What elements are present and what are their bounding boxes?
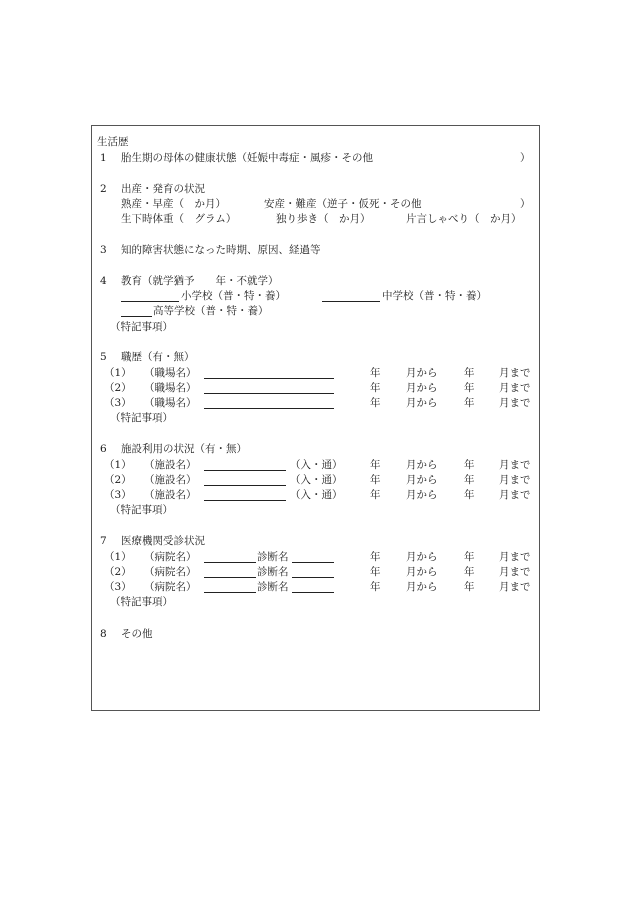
hospital-label: （病院名） <box>144 566 197 578</box>
facility-row-number: （1） <box>104 459 132 471</box>
facility-label: （施設名） <box>144 459 197 471</box>
end-month: 月まで <box>499 397 531 409</box>
workplace-label: （職場名） <box>144 397 197 409</box>
facility-label: （施設名） <box>144 474 197 486</box>
section-2-number: 2 <box>100 183 107 195</box>
first-words-field: 片言しゃべり（ か月） <box>406 213 522 225</box>
start-year: 年 <box>370 489 381 501</box>
section-6-note: （特記事項） <box>110 504 173 516</box>
delivery-close-paren: ） <box>520 198 531 210</box>
start-year: 年 <box>370 367 381 379</box>
section-6-label: 施設利用の状況（有・無） <box>121 443 247 455</box>
start-month: 月から <box>406 397 438 409</box>
end-year: 年 <box>464 459 475 471</box>
end-month: 月まで <box>499 382 531 394</box>
section-3-label: 知的障害状態になった時期、原因、経過等 <box>121 244 321 256</box>
end-year: 年 <box>464 489 475 501</box>
section-4-number: 4 <box>100 275 107 287</box>
start-year: 年 <box>370 474 381 486</box>
start-year: 年 <box>370 459 381 471</box>
start-year: 年 <box>370 581 381 593</box>
residential-or-day-field: （入・通） <box>290 459 343 471</box>
hospital-label: （病院名） <box>144 551 197 563</box>
hospital-line <box>204 592 256 593</box>
high-school-line <box>121 316 152 317</box>
start-year: 年 <box>370 397 381 409</box>
hospital-label: （病院名） <box>144 581 197 593</box>
junior-high-line <box>322 301 380 302</box>
end-month: 月まで <box>499 367 531 379</box>
workplace-line <box>204 393 334 394</box>
facility-row-number: （3） <box>104 489 132 501</box>
start-month: 月から <box>406 551 438 563</box>
end-year: 年 <box>464 474 475 486</box>
life-history-form <box>91 125 540 711</box>
diagnosis-label: 診断名 <box>257 551 289 563</box>
start-year: 年 <box>370 551 381 563</box>
start-month: 月から <box>406 382 438 394</box>
high-school-label: 高等学校（普・特・養） <box>153 305 269 317</box>
section-8-number: 8 <box>100 628 107 640</box>
section-4-label: 教育（就学猶予 年・不就学） <box>121 275 279 287</box>
start-month: 月から <box>406 489 438 501</box>
start-month: 月から <box>406 459 438 471</box>
end-year: 年 <box>464 397 475 409</box>
facility-row-number: （2） <box>104 474 132 486</box>
section-6-number: 6 <box>100 443 107 455</box>
section-1-close-paren: ） <box>520 152 531 164</box>
section-5-note: （特記事項） <box>110 412 173 424</box>
end-year: 年 <box>464 382 475 394</box>
employment-row-number: （3） <box>104 397 132 409</box>
end-year: 年 <box>464 566 475 578</box>
facility-line <box>204 470 286 471</box>
employment-row-number: （1） <box>104 367 132 379</box>
birth-weight-field: 生下時体重（ グラム） <box>121 213 237 225</box>
facility-line <box>204 500 286 501</box>
section-1-label: 胎生期の母体の健康状態（妊娠中毒症・風疹・その他 <box>121 152 373 164</box>
start-year: 年 <box>370 382 381 394</box>
workplace-line <box>204 378 334 379</box>
residential-or-day-field: （入・通） <box>290 489 343 501</box>
end-month: 月まで <box>499 566 531 578</box>
section-2-label: 出産・発育の状況 <box>121 183 205 195</box>
section-3-number: 3 <box>100 244 107 256</box>
start-year: 年 <box>370 566 381 578</box>
hospital-row-number: （2） <box>104 566 132 578</box>
section-4-note: （特記事項） <box>110 321 173 333</box>
workplace-label: （職場名） <box>144 367 197 379</box>
end-month: 月まで <box>499 581 531 593</box>
start-month: 月から <box>406 566 438 578</box>
diagnosis-label: 診断名 <box>257 566 289 578</box>
elementary-school-label: 小学校（普・特・養） <box>181 290 286 302</box>
start-month: 月から <box>406 581 438 593</box>
end-month: 月まで <box>499 474 531 486</box>
hospital-row-number: （3） <box>104 581 132 593</box>
end-year: 年 <box>464 551 475 563</box>
section-7-number: 7 <box>100 535 107 547</box>
elementary-school-line <box>121 301 179 302</box>
hospital-line <box>204 577 256 578</box>
end-month: 月まで <box>499 551 531 563</box>
end-month: 月まで <box>499 459 531 471</box>
residential-or-day-field: （入・通） <box>290 474 343 486</box>
section-5-number: 5 <box>100 351 107 363</box>
diagnosis-label: 診断名 <box>257 581 289 593</box>
end-year: 年 <box>464 367 475 379</box>
start-month: 月から <box>406 474 438 486</box>
employment-row-number: （2） <box>104 382 132 394</box>
form-title: 生活歴 <box>97 136 129 148</box>
junior-high-label: 中学校（普・特・養） <box>382 290 487 302</box>
workplace-line <box>204 408 334 409</box>
walking-age-field: 独り歩き（ か月） <box>276 213 371 225</box>
diagnosis-line <box>292 577 334 578</box>
diagnosis-line <box>292 592 334 593</box>
start-month: 月から <box>406 367 438 379</box>
section-7-note: （特記事項） <box>110 596 173 608</box>
facility-label: （施設名） <box>144 489 197 501</box>
end-month: 月まで <box>499 489 531 501</box>
section-1-number: 1 <box>100 152 107 164</box>
facility-line <box>204 485 286 486</box>
diagnosis-line <box>292 562 334 563</box>
delivery-type-field: 安産・難産（逆子・仮死・その他 <box>264 198 422 210</box>
term-birth-field: 熟産・早産（ か月） <box>121 198 226 210</box>
hospital-row-number: （1） <box>104 551 132 563</box>
section-7-label: 医療機関受診状況 <box>121 535 205 547</box>
workplace-label: （職場名） <box>144 382 197 394</box>
section-5-label: 職歴（有・無） <box>121 351 195 363</box>
hospital-line <box>204 562 256 563</box>
section-8-label: その他 <box>121 628 153 640</box>
end-year: 年 <box>464 581 475 593</box>
